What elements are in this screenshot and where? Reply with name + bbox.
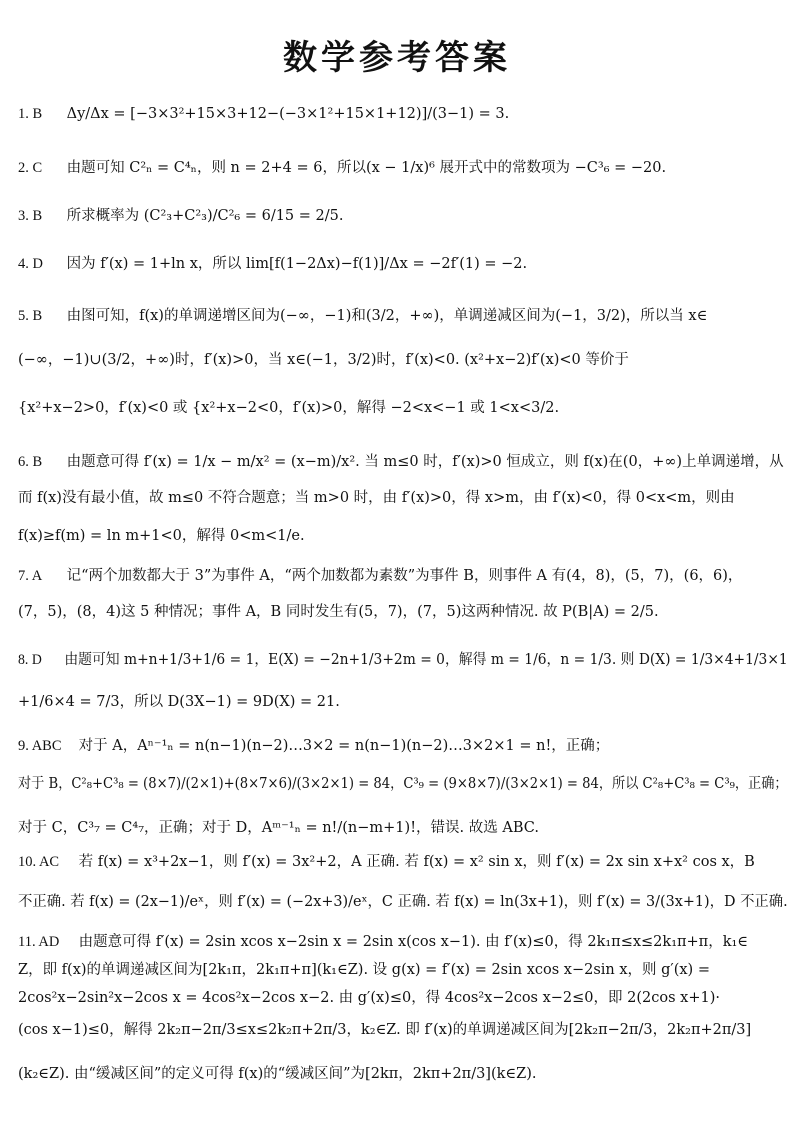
answer-text: 记“两个加数都大于 3”为事件 A，“两个加数都为素数”为事件 B，则事件 A 有(4，8)，(5，7)，(6，6)， (66, 568, 743, 584)
answer-text: Z，即 f(x)的单调递减区间为[2k₁π，2k₁π+π](k₁∈Z). 设 g(x) = f′(x) = 2sin xcos x−2sin x，则 g′(x) = (18, 962, 710, 978)
answer-number: 5. B (18, 308, 43, 324)
answer-text: (7，5)，(8，4)这 5 种情况；事件 A，B 同时发生有(5，7)，(7，5)这两种情况. 故 P(B|A) = 2/5. (18, 604, 659, 620)
answer-text: 由题意可得 f′(x) = 2sin xcos x−2sin x = 2sin x(cos x−1). 由 f′(x)≤0，得 2k₁π≤x≤2k₁π+π，k₁∈ (78, 934, 749, 950)
answer-number: 3. B (18, 208, 43, 224)
answer-2-line-1 (18, 158, 666, 178)
answer-text: (cos x−1)≤0，解得 2k₂π−2π/3≤x≤2k₂π+2π/3，k₂∈Z. 即 f′(x)的单调递减区间为[2k₂π−2π/3，2k₂π+2π/3] (18, 1022, 752, 1038)
answer-1-line-1 (18, 104, 509, 124)
answer-number: 4. D (18, 256, 43, 272)
answer-number: 11. AD (18, 934, 60, 950)
answer-6-line-1 (18, 452, 784, 472)
answer-text: 对于 B，C²₈+C³₈ = (8×7)/(2×1)+(8×7×6)/(3×2×1) = 84，C³₉ = (9×8×7)/(3×2×1) = 84，所以 C²₈+C³₈ = C³₉，正确； (18, 776, 788, 792)
answer-11-line-5 (18, 1064, 537, 1084)
answer-9-line-1 (18, 736, 609, 756)
answer-number: 10. AC (18, 854, 60, 870)
answer-text: (−∞，−1)∪(3/2，+∞)时，f′(x)>0，当 x∈(−1，3/2)时，f′(x)<0. (x²+x−2)f′(x)<0 等价于 (18, 352, 629, 368)
answer-text: 若 f(x) = x³+2x−1，则 f′(x) = 3x²+2，A 正确. 若 f(x) = x² sin x，则 f′(x) = 2x sin x+x² cos x，B (78, 854, 755, 870)
page-title: 数学参考答案 (283, 38, 511, 78)
answer-11-line-4 (18, 1020, 751, 1040)
answer-text: 对于 C，C³₇ = C⁴₇，正确；对于 D，Aᵐ⁻¹ₙ = n!/(n−m+1)!，错误. 故选 ABC. (18, 820, 539, 836)
answer-6-line-2 (18, 488, 735, 508)
answer-number: 8. D (18, 652, 42, 668)
answer-4-line-1 (18, 254, 527, 274)
answer-10-line-2 (18, 892, 788, 912)
answer-text: {x²+x−2>0，f′(x)<0 或 {x²+x−2<0，f′(x)>0，解得 −2<x<−1 或 1<x<3/2. (18, 400, 560, 416)
answer-text: f(x)≥f(m) = ln m+1<0，解得 0<m<1/e. (18, 528, 305, 544)
answer-text: +1/6×4 = 7/3，所以 D(3X−1) = 9D(X) = 21. (18, 694, 340, 710)
answer-text: 而 f(x)没有最小值，故 m≤0 不符合题意；当 m>0 时，由 f′(x)>0，得 x>m，由 f′(x)<0，得 0<x<m，则由 (18, 490, 735, 506)
answer-text: 因为 f′(x) = 1+ln x，所以 lim[f(1−2Δx)−f(1)]/Δx = −2f′(1) = −2. (66, 256, 528, 272)
answer-text: (k₂∈Z). 由“缓减区间”的定义可得 f(x)的“缓减区间”为[2kπ，2kπ+2π/3](k∈Z). (18, 1066, 537, 1082)
answer-5-line-3 (18, 398, 559, 418)
answer-text: 由图可知，f(x)的单调递增区间为(−∞，−1)和(3/2，+∞)，单调递减区间为(−1，3/2)，所以当 x∈ (66, 308, 708, 324)
answer-7-line-1 (18, 566, 742, 586)
answer-text: 由题可知 m+n+1/3+1/6 = 1，E(X) = −2n+1/3+2m = 0，解得 m = 1/6，n = 1/3. 则 D(X) = 1/3×4+1/3×1 (64, 652, 788, 668)
answer-number: 7. A (18, 568, 43, 584)
answer-text: 不正确. 若 f(x) = (2x−1)/eˣ，则 f′(x) = (−2x+3)/eˣ，C 正确. 若 f(x) = ln(3x+1)，则 f′(x) = 3/(3x+1)，D 不正确. (18, 894, 788, 910)
answer-text: 由题可知 C²ₙ = C⁴ₙ，则 n = 2+4 = 6，所以(x − 1/x)⁶ 展开式中的常数项为 −C³₆ = −20. (66, 160, 667, 176)
answer-11-line-2 (18, 960, 710, 980)
answer-text: 对于 A，Aⁿ⁻¹ₙ = n(n−1)(n−2)…3×2 = n(n−1)(n−2)…3×2×1 = n!，正确； (78, 738, 610, 754)
answer-11-line-3 (18, 988, 720, 1008)
answer-10-line-1 (18, 852, 755, 872)
answer-6-line-3 (18, 526, 305, 546)
answer-number: 1. B (18, 106, 43, 122)
answer-text: Δy/Δx = [−3×3²+15×3+12−(−3×1²+15×1+12)]/(3−1) = 3. (66, 106, 510, 122)
answer-9-line-3 (18, 818, 539, 838)
answer-number: 2. C (18, 160, 43, 176)
answer-5-line-1 (18, 306, 707, 326)
answer-5-line-2 (18, 350, 629, 370)
answer-number: 6. B (18, 454, 43, 470)
answer-11-line-1 (18, 932, 748, 952)
answer-8-line-1 (18, 650, 788, 670)
answer-3-line-1 (18, 206, 343, 226)
answer-number: 9. ABC (18, 738, 62, 754)
answer-text: 由题意可得 f′(x) = 1/x − m/x² = (x−m)/x². 当 m≤0 时，f′(x)>0 恒成立，则 f(x)在(0，+∞)上单调递增，从 (66, 454, 784, 470)
answer-9-line-2 (18, 774, 788, 794)
answer-8-line-2 (18, 692, 340, 712)
answer-text: 2cos²x−2sin²x−2cos x = 4cos²x−2cos x−2. 由 g′(x)≤0，得 4cos²x−2cos x−2≤0，即 2(2cos x+1)· (18, 990, 720, 1006)
answer-text: 所求概率为 (C²₃+C²₃)/C²₆ = 6/15 = 2/5. (66, 208, 344, 224)
answer-7-line-2 (18, 602, 659, 622)
